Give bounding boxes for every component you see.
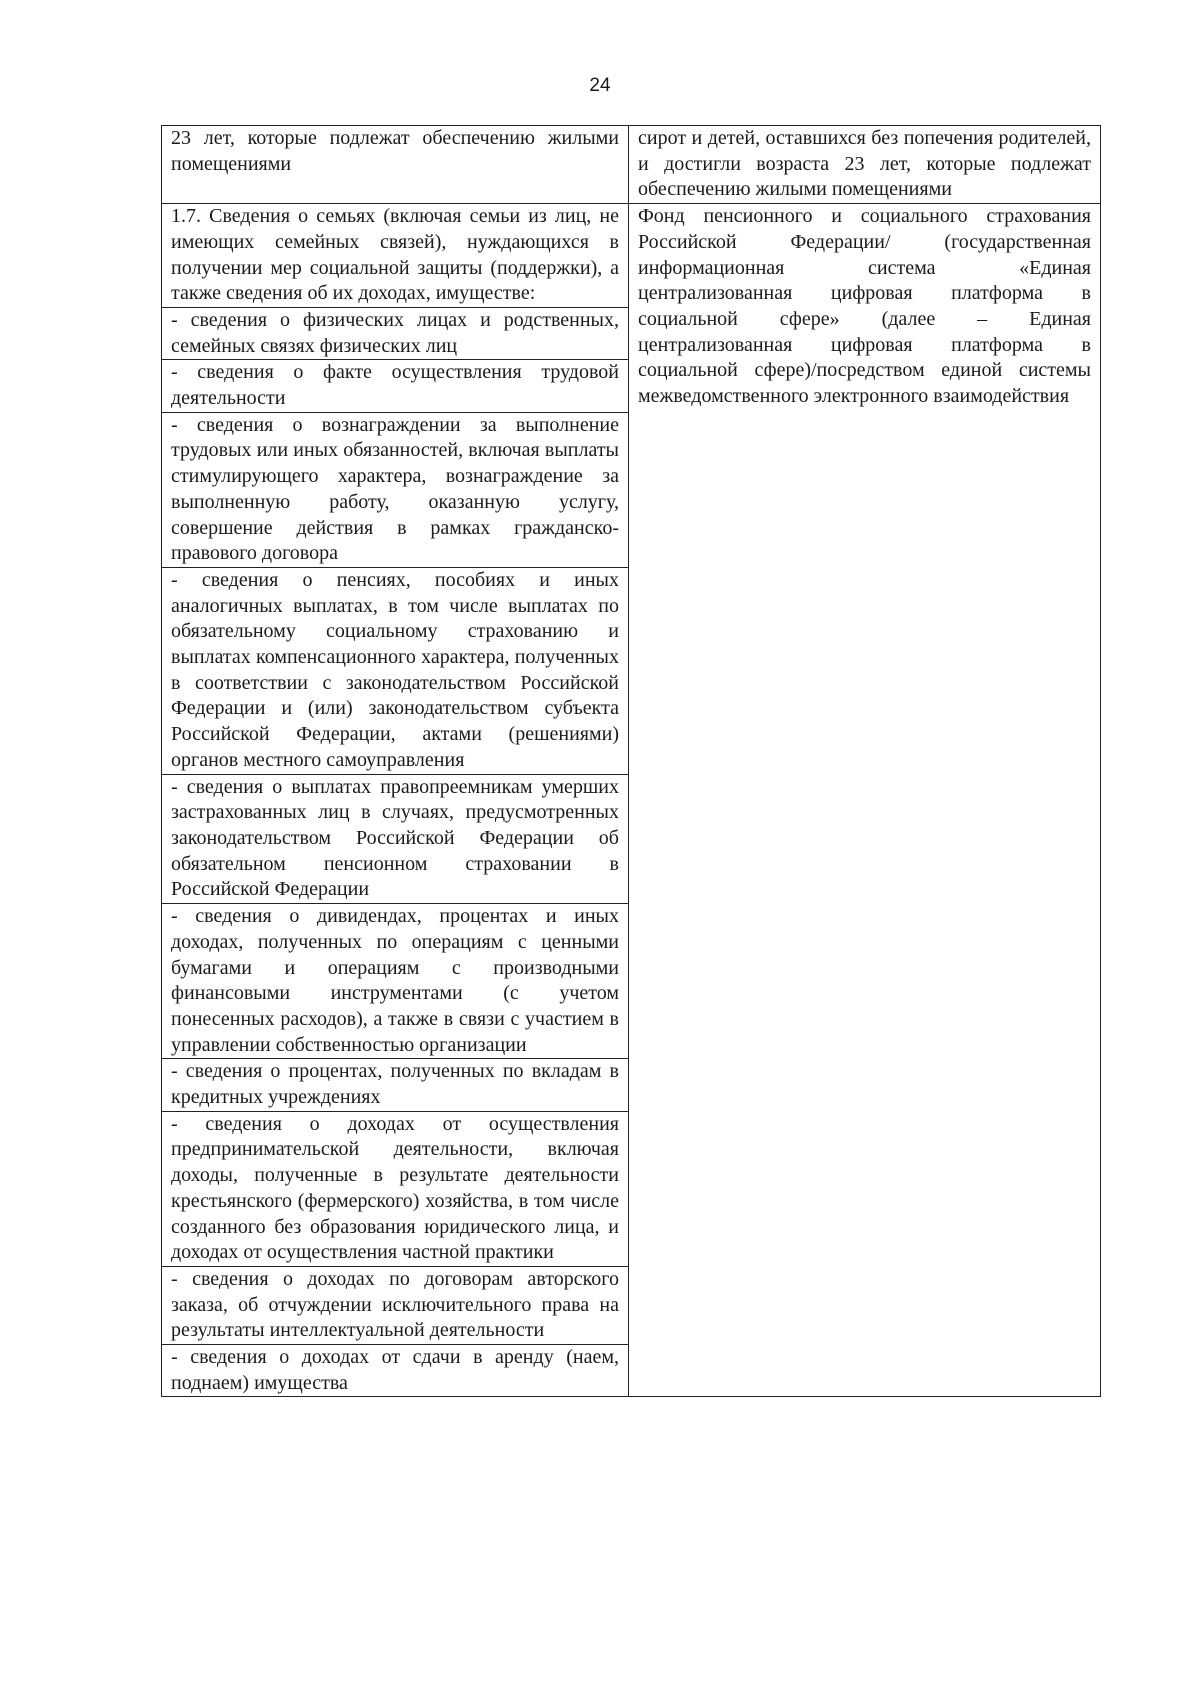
item-text: - сведения о выплатах правопреемникам умерших застрахованных лиц в случаях, предусмотренных законодательством Российской Федерации об обязательном пенсионном страховании в Российской Федерации — [171, 775, 619, 901]
row-intro-right-text: сирот и детей, оставшихся без попечения родителей, и достигли возраста 23 лет, которые подлежат обеспечению жилыми помещениями — [638, 127, 1091, 201]
item-cell — [162, 307, 629, 359]
item-cell — [162, 1059, 629, 1111]
page-number: 24 — [589, 75, 611, 96]
item-cell — [162, 567, 629, 774]
section-heading: 1.7. Сведения о семьях (включая семьи из лиц, не имеющих семейных связей), нуждающихся в получении мер социальной защиты (поддержки), а также сведения об их доходах, имуществе: — [171, 205, 619, 305]
item-text: - сведения о физических лицах и родственных, семейных связях физических лиц — [171, 308, 619, 357]
item-cell — [162, 1266, 629, 1344]
item-text: - сведения о факте осуществления трудовой деятельности — [171, 361, 619, 410]
item-text: - сведения о процентах, полученных по вкладам в кредитных учреждениях — [171, 1060, 619, 1109]
item-text: - сведения о пенсиях, пособиях и иных аналогичных выплатах, в том числе выплатах по обязательному социальному страхованию и выплатах компенсационного характера, полученных в соответствии с законодательством Российской Федерации и (или) законодательством субъекта Российской Федерации, актами (решениями) органов местного самоуправления — [171, 568, 619, 771]
item-text: - сведения о дивидендах, процентах и иных доходах, полученных по операциям с ценными бумагами и операциям с производными финансовыми инструментами (с учетом понесенных расходов), а также в связи с участием в управлении собственностью организации — [171, 905, 619, 1056]
item-text: - сведения о доходах от осуществления предпринимательской деятельности, включая доходы, полученные в результате деятельности крестьянского (фермерского) хозяйства, в том числе созданного без образования юридического лица, и доходах от осуществления частной практики — [171, 1112, 619, 1264]
item-text: - сведения о доходах по договорам авторского заказа, об отчуждении исключительного права на результаты интеллектуальной деятельности — [171, 1267, 619, 1342]
item-cell — [162, 904, 629, 1059]
section-heading-cell — [162, 204, 629, 308]
row-intro-left-cell — [162, 126, 629, 204]
data-sources-table — [161, 125, 1101, 1397]
item-cell — [162, 360, 629, 412]
item-cell — [162, 774, 629, 904]
source-text: Фонд пенсионного и социального страхования Российской Федерации/ (государственная информационная система «Единая централизованная цифровая платформа в социальной сфере» (далее – Единая централизованная цифровая платформа в социальной сфере)/посредством единой системы межведомственного электронного взаимодействия — [638, 205, 1091, 408]
item-cell — [162, 1111, 629, 1266]
source-cell — [629, 204, 1101, 1397]
table-row — [162, 126, 1101, 204]
row-intro-right-cell — [629, 126, 1101, 204]
item-text: - сведения о вознаграждении за выполнение трудовых или иных обязанностей, включая выплаты стимулирующего характера, вознаграждение за выполненную работу, оказанную услугу, совершение действия в рамках гражданско-правового договора — [171, 413, 619, 565]
table-row — [162, 204, 1101, 308]
item-text: - сведения о доходах от сдачи в аренду (наем, поднаем) имущества — [171, 1346, 619, 1394]
row-intro-left-text: 23 лет, которые подлежат обеспечению жилыми помещениями — [171, 127, 619, 175]
item-cell — [162, 412, 629, 567]
item-cell — [162, 1345, 629, 1397]
